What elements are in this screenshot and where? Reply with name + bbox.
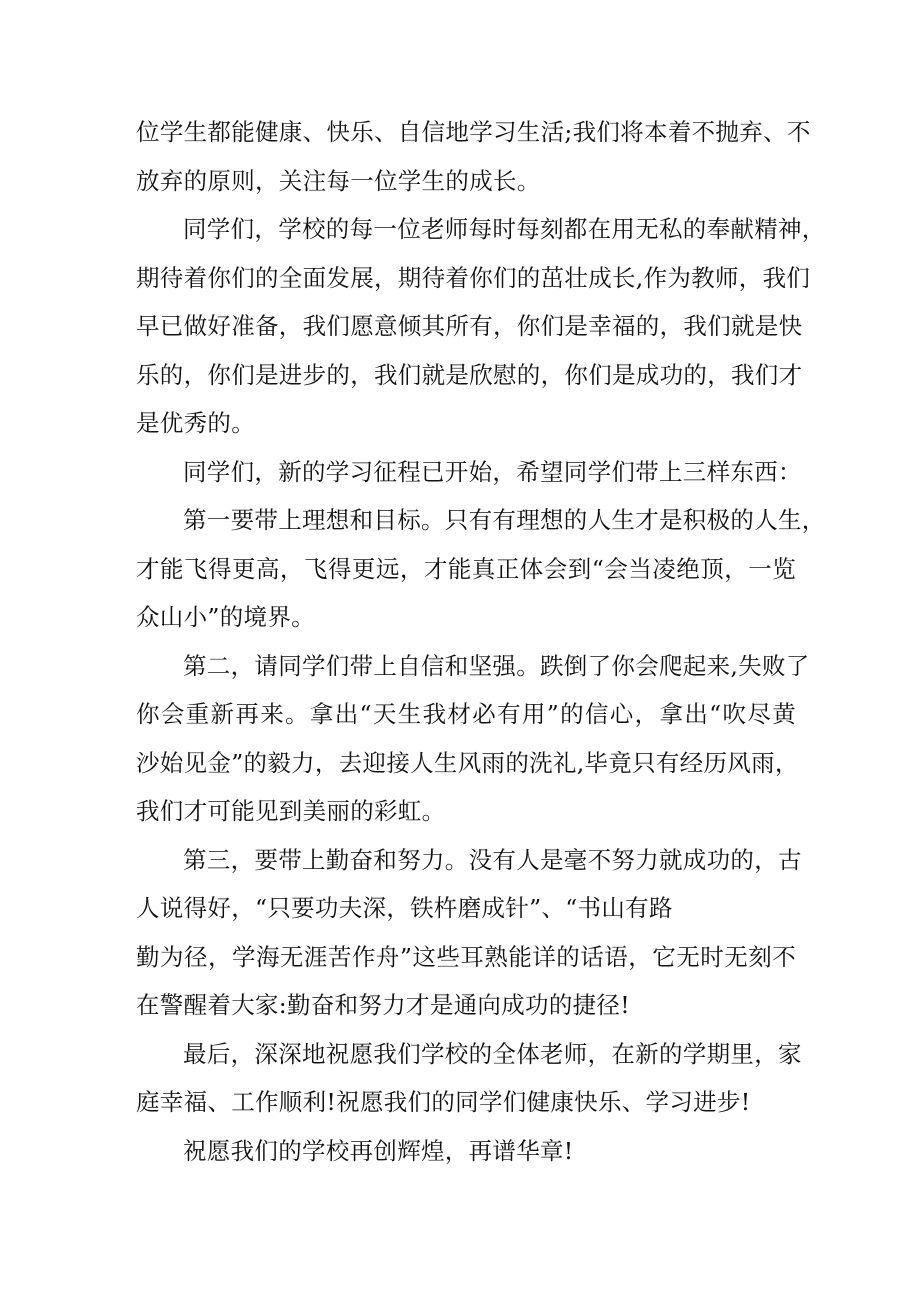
text-line: 是优秀的。 (136, 409, 255, 437)
text-line: 同学们，新的学习征程已开始，希望同学们带上三样东西： (183, 457, 802, 486)
text-line: 才能飞得更高，飞得更远，才能真正体会到“会当凌绝顶，一览 (136, 554, 796, 583)
text-line: 沙始见金”的毅力，去迎接人生风雨的洗礼,毕竟只有经历风雨， (136, 748, 799, 777)
text-line: 勤为径，学海无涯苦作舟”这些耳熟能详的话语，它无时无刻不 (136, 942, 796, 971)
text-line: 祝愿我们的学校再创辉煌，再谱华章! (183, 1136, 574, 1165)
text-line: 最后，深深地祝愿我们学校的全体老师，在新的学期里，家 (183, 1039, 802, 1068)
text-line: 乐的，你们是进步的，我们就是欣慰的，你们是成功的，我们才 (136, 360, 803, 389)
text-line: 期待着你们的全面发展，期待着你们的茁壮成长,作为教师，我们 (136, 263, 811, 292)
text-line: 你会重新再来。拿出“天生我材必有用”的信心，拿出“吹尽黄 (136, 700, 796, 728)
text-line: 在警醒着大家:勤奋和努力才是通向成功的捷径! (136, 991, 630, 1019)
body-text (136, 108, 826, 1175)
text-line: 庭幸福、工作顺利!祝愿我们的同学们健康快乐、学习进步! (136, 1088, 751, 1116)
text-line: 第三，要带上勤奋和努力。没有人是毫不努力就成功的，古 (183, 845, 802, 874)
text-line: 第一要带上理想和目标。只有有理想的人生才是积极的人生， (183, 506, 826, 534)
text-line: 人说得好，“只要功夫深，铁杵磨成针”、“书山有路 (136, 894, 673, 922)
text-line: 放弃的原则，关注每一位学生的成长。 (136, 166, 541, 195)
text-line: 同学们，学校的每一位老师每时每刻都在用无私的奉献精神， (183, 215, 826, 243)
text-line: 众山小”的境界。 (136, 603, 315, 631)
text-line: 我们才可能见到美丽的彩虹。 (136, 797, 446, 825)
text-line: 第二，请同学们带上自信和坚强。跌倒了你会爬起来,失败了 (183, 651, 810, 680)
text-line: 位学生都能健康、快乐、自信地学习生活;我们将本着不抛弃、不 (136, 118, 811, 146)
text-line: 早已做好准备，我们愿意倾其所有，你们是幸福的，我们就是快 (136, 312, 803, 340)
